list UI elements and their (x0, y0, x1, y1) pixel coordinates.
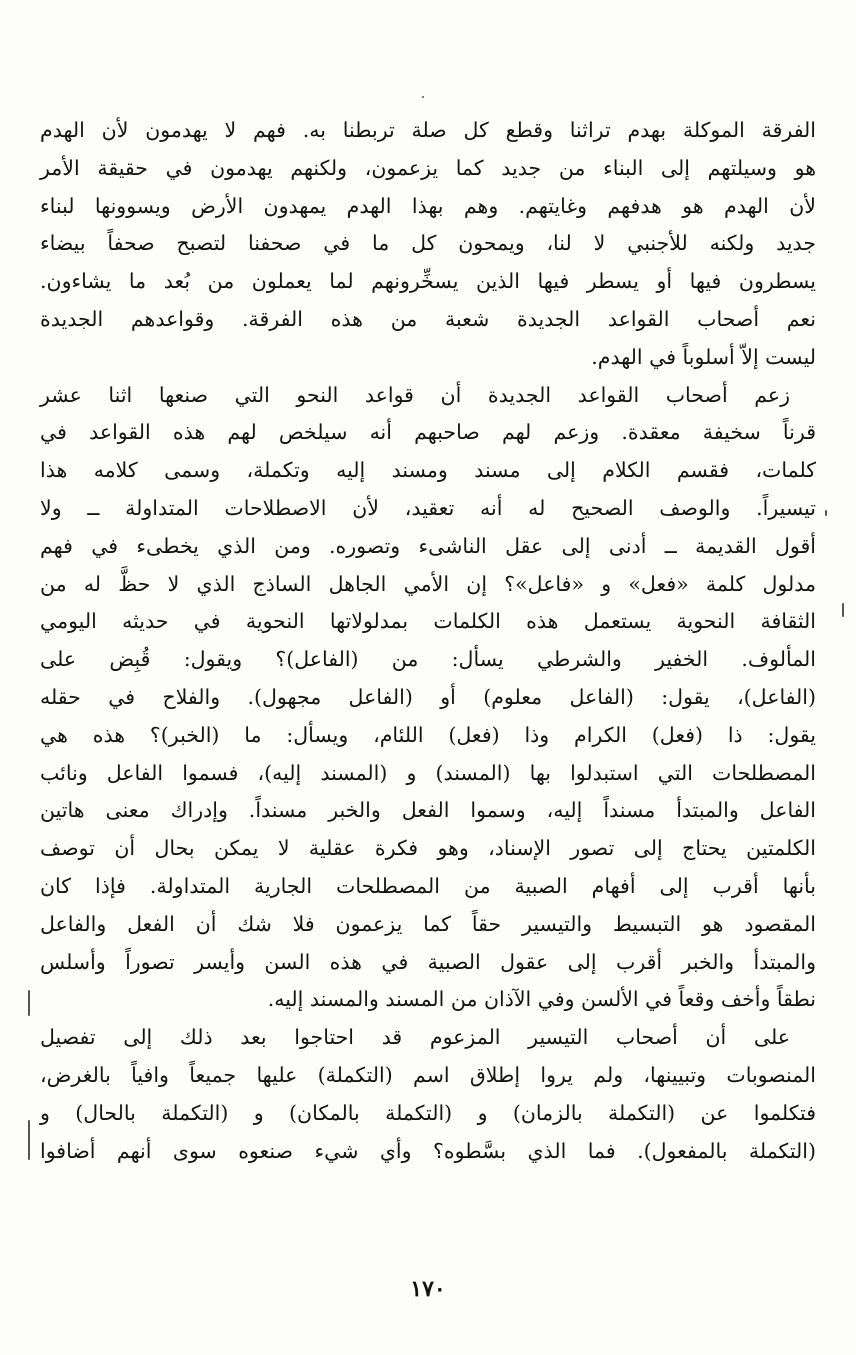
text-line: المقصود هو التبسيط والتيسير حقاً كما يزعمون فلا شك أن الفعل والفاعل (40, 911, 816, 936)
text-line: المألوف. الخفير والشرطي يسأل: من (الفاعل)؟ ويقول: قُبِض على (40, 647, 816, 672)
text-line: المنصوبات وتبيينها، ولم يروا إطلاق اسم (التكملة) عليها جميعاً وافياً بالغرض، (40, 1062, 816, 1087)
text-line: على أن أصحاب التيسير المزعوم قد احتاجوا بعد ذلك إلى تفصيل (40, 1025, 790, 1050)
page-number: ١٧٠ (410, 1276, 446, 1302)
text-line: والمبتدأ والخبر أقرب إلى عقول الصبية في هذه السن وأيسر تصوراً وأسلس (40, 949, 816, 974)
page-body-text (40, 112, 816, 1170)
text-line: يسطرون فيها أو يسطر فيها الذين يسخِّرونهم لما يعملون من بُعد ما يشاءون. (40, 269, 816, 294)
text-line: (التكملة بالمفعول). فما الذي بسَّطوه؟ وأي شيء صنعوه سوى أنهم أضافوا (40, 1138, 816, 1163)
text-line: ليست إلاّ أسلوباً في الهدم. (591, 344, 816, 369)
text-line: بأنها أقرب إلى أفهام الصبية من المصطلحات الجارية المتداولة. فإذا كان (40, 873, 816, 898)
text-line: فتكلموا عن (التكملة بالزمان) و (التكملة بالمكان) و (التكملة بالحال) و (40, 1100, 816, 1125)
text-line: المصطلحات التي استبدلوا بها (المسند) و (المسند إليه)، فسموا الفاعل ونائب (40, 760, 816, 785)
text-line: (الفاعل)، يقول: (الفاعل معلوم) أو (الفاعل مجهول). والفلاح في حقله (40, 684, 816, 709)
scan-speck (28, 1120, 30, 1160)
scan-speck (422, 96, 424, 98)
text-line: مدلول كلمة «فعل» و «فاعل»؟ إن الأمي الجاهل الساذج الذي لا حظَّ له من (40, 571, 816, 596)
text-line: هو وسيلتهم إلى البناء من جديد كما يزعمون، ولكنهم يهدمون في حقيقة الأمر (40, 155, 816, 180)
text-line: جديد ولكنه للأجنبي لا لنا، ويمحون كل ما في صحفنا لتصبح صحفاً بيضاء (40, 231, 816, 256)
scan-speck (825, 510, 827, 516)
text-line: كلمات، فقسم الكلام إلى مسند ومسند إليه وتكملة، وسمى كلامه هذا (40, 458, 816, 483)
text-line: قرناً سخيفة معقدة. وزعم لهم صاحبهم أنه سيلخص لهم هذه القواعد في (40, 420, 816, 445)
scan-speck (28, 990, 30, 1016)
text-line: نعم أصحاب القواعد الجديدة شعبة من هذه الفرقة. وقواعدهم الجديدة (40, 306, 816, 331)
scan-speck (842, 603, 844, 617)
text-line: زعم أصحاب القواعد الجديدة أن قواعد النحو التي صنعها اثنا عشر (40, 382, 790, 407)
text-line: يقول: ذا (فعل) الكرام وذا (فعل) اللئام، ويسأل: ما (الخبر)؟ هذه هي (40, 722, 816, 747)
text-line: نطقاً وأخف وقعاً في الألسن وفي الآذان من المسند والمسند إليه. (267, 987, 816, 1012)
text-line: الفرقة الموكلة بهدم تراثنا وقطع كل صلة تربطنا به. فهم لا يهدمون لأن الهدم (40, 118, 816, 142)
text-line: تيسيراً. والوصف الصحيح له أنه تعقيد، لأن الاصطلاحات المتداولة ــ ولا (40, 495, 816, 520)
text-line: الثقافة النحوية يستعمل هذه الكلمات بمدلولاتها النحوية في حديثه اليومي (40, 609, 816, 634)
text-line: لأن الهدم هو هدفهم وغايتهم. وهم بهذا الهدم يمهدون الأرض ويسوونها لبناء (40, 193, 816, 218)
text-line: الكلمتين يحتاج إلى تصور الإسناد، وهو فكرة عقلية لا يمكن بحال أن توصف (40, 836, 816, 861)
text-line: الفاعل والمبتدأ مسنداً إليه، وسموا الفعل والخبر مسنداً. وإدراك معنى هاتين (40, 798, 816, 823)
text-line: أقول القديمة ــ أدنى إلى عقل الناشىء وتصوره. ومن الذي يخطىء في فهم (40, 533, 816, 558)
